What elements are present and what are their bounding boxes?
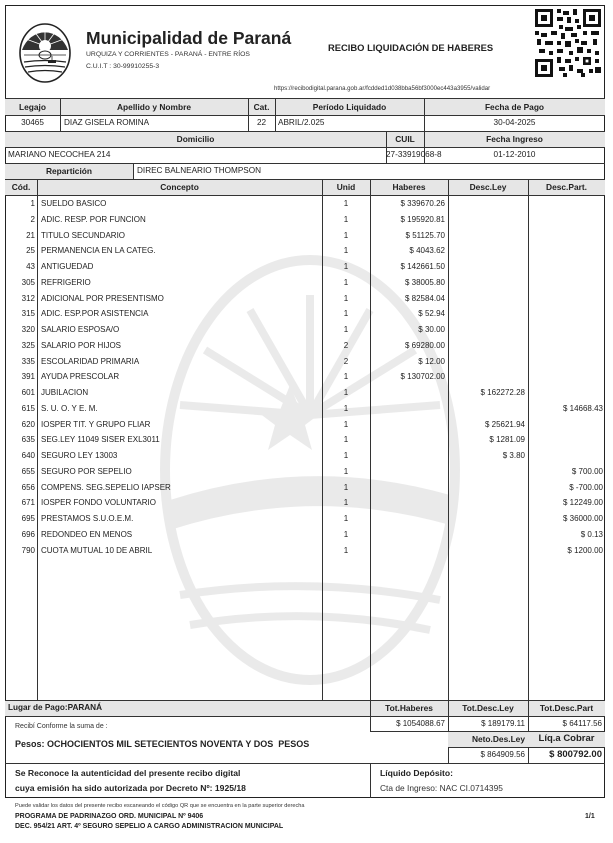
row-unid: 2: [343, 356, 349, 366]
row-concepto: SEGURO POR SEPELIO: [41, 466, 132, 476]
liq-value: $ 800792.00: [549, 749, 602, 760]
row-unid: 1: [343, 293, 349, 303]
row-concepto: TITULO SECUNDARIO: [41, 230, 126, 240]
row-concepto: REDONDEO EN MENOS: [41, 529, 133, 539]
fecha-ingreso-label: Fecha Ingreso: [486, 134, 543, 144]
row-concepto: SUELDO BASICO: [41, 199, 107, 208]
cat-label: Cat.: [253, 102, 270, 112]
validation-note: Puede validar los datos del presente recibo escaneando el código QR que se encuentra en la parte superior derecha: [15, 803, 305, 809]
row-unid: 1: [343, 451, 349, 460]
row-code: 696: [21, 529, 35, 539]
row-concepto: IOSPER FONDO VOLUNTARIO: [41, 498, 156, 508]
tot-desc-part-label: Tot.Desc.Part: [539, 703, 594, 713]
periodo-label: Período Liquidado: [312, 102, 387, 112]
row-unid: 1: [343, 466, 349, 476]
cat-value: 22: [256, 118, 267, 127]
row-concepto: SALARIO ESPOSA/O: [41, 325, 120, 334]
recibi-label: Recibí Conforme la suma de :: [15, 723, 108, 730]
row-haberes: $ 142661.50: [400, 262, 445, 271]
cuil-label: CUIL: [395, 134, 415, 144]
col-haberes: Haberes: [392, 182, 426, 192]
row-code: 335: [21, 356, 35, 366]
row-haberes: $ 52.94: [418, 309, 445, 319]
col-cod: Cód.: [11, 182, 31, 192]
lugar-de-pago: Lugar de Pago:PARANÁ: [8, 703, 103, 712]
row-desc-part: $ 0.13: [580, 529, 603, 539]
row-concepto: ADIC. ESP.POR ASISTENCIA: [41, 309, 149, 319]
row-unid: 1: [343, 246, 349, 256]
row-code: 320: [21, 325, 35, 334]
row-unid: 1: [343, 325, 349, 334]
municipal-seal-icon: [18, 22, 72, 84]
fecha-pago-value: 30-04-2025: [493, 118, 536, 127]
row-code: 21: [26, 230, 35, 240]
row-unid: 1: [343, 372, 349, 382]
row-unid: 1: [343, 498, 349, 508]
row-haberes: $ 339670.26: [400, 199, 445, 208]
row-desc-ley: $ 1281.09: [489, 435, 525, 445]
auth-line-2: cuya emisión ha sido autorizada por Decreto Nº: 1925/18: [15, 783, 246, 793]
row-desc-part: $ 36000.00: [562, 514, 603, 523]
row-unid: 1: [343, 419, 349, 429]
row-concepto: ESCOLARIDAD PRIMARIA: [41, 356, 140, 366]
row-concepto: IOSPER TIT. Y GRUPO FLIAR: [41, 419, 151, 429]
row-unid: 1: [343, 214, 349, 224]
row-concepto: SALARIO POR HIJOS: [41, 340, 122, 350]
row-unid: 1: [343, 403, 349, 413]
org-name: Municipalidad de Paraná: [86, 28, 292, 48]
decreto-seguro: DEC. 954/21 ART. 4º SEGURO SEPELIO A CARGO ADMINISTRACION MUNICIPAL: [15, 823, 284, 830]
row-unid: 1: [343, 277, 349, 287]
row-desc-ley: $ 3.80: [502, 451, 525, 460]
page-number: 1/1: [585, 813, 595, 820]
row-haberes: $ 195920.81: [400, 214, 445, 224]
row-haberes: $ 82584.04: [404, 293, 445, 303]
nombre-label: Apellido y Nombre: [117, 102, 191, 112]
row-code: 601: [21, 388, 35, 397]
tot-desc-ley-label: Tot.Desc.Ley: [462, 703, 514, 713]
row-code: 655: [21, 466, 35, 476]
col-unid: Unid: [336, 182, 356, 192]
amount-in-words: Pesos: OCHOCIENTOS MIL SETECIENTOS NOVENTA Y DOS PESOS: [15, 739, 310, 749]
row-unid: 1: [343, 262, 349, 271]
row-code: 1: [30, 199, 35, 208]
row-desc-part: $ 14668.43: [562, 403, 603, 413]
programa-padrinazgo: PROGRAMA DE PADRINAZGO ORD. MUNICIPAL Nº 9406: [15, 813, 204, 820]
legajo-value: 30465: [21, 118, 44, 127]
row-unid: 1: [343, 199, 349, 208]
row-concepto: SEGURO LEY 13003: [41, 451, 118, 460]
row-unid: 1: [343, 230, 349, 240]
row-desc-part: $ 1200.00: [567, 545, 603, 555]
fecha-pago-label: Fecha de Pago: [484, 102, 545, 112]
tot-desc-ley-value: $ 189179.11: [481, 719, 525, 728]
row-code: 305: [21, 277, 35, 287]
row-haberes: $ 69280.00: [404, 340, 445, 350]
row-code: 656: [21, 482, 35, 492]
row-concepto: JUBILACION: [41, 388, 89, 397]
row-concepto: ADICIONAL POR PRESENTISMO: [41, 293, 164, 303]
row-unid: 1: [343, 482, 349, 492]
row-code: 391: [21, 372, 35, 382]
row-concepto: PRESTAMOS S.U.O.E.M.: [41, 514, 134, 523]
row-code: 695: [21, 514, 35, 523]
row-unid: 1: [343, 545, 349, 555]
row-code: 620: [21, 419, 35, 429]
row-unid: 1: [343, 435, 349, 445]
deposito-label: Líquido Depósito:: [380, 768, 454, 778]
row-code: 615: [21, 403, 35, 413]
reparticion-label: Repartición: [45, 166, 93, 176]
row-unid: 2: [343, 340, 349, 350]
reparticion-value: DIREC BALNEARIO THOMPSON: [137, 166, 262, 175]
col-desc-part: Desc.Part.: [546, 182, 587, 192]
row-code: 325: [21, 340, 35, 350]
fecha-ingreso-value: 01-12-2010: [493, 150, 536, 159]
row-code: 671: [21, 498, 35, 508]
row-haberes: $ 51125.70: [405, 230, 445, 240]
col-concepto: Concepto: [160, 182, 199, 192]
org-address: URQUIZA Y CORRIENTES - PARANÁ - ENTRE RÍOS: [86, 51, 250, 58]
periodo-value: ABRIL/2.025: [278, 118, 325, 127]
auth-line-1: Se Reconoce la autenticidad del presente recibo digital: [15, 768, 241, 778]
row-haberes: $ 4043.62: [409, 246, 445, 256]
row-desc-part: $ -700.00: [569, 482, 603, 492]
org-cuit: C.U.I.T : 30-99910255-3: [86, 63, 160, 70]
domicilio-value: MARIANO NECOCHEA 214: [8, 150, 111, 159]
row-desc-ley: $ 25621.94: [484, 419, 525, 429]
legajo-label: Legajo: [19, 102, 46, 112]
col-desc-ley: Desc.Ley: [469, 182, 507, 192]
row-concepto: ADIC. RESP. POR FUNCION: [41, 214, 146, 224]
row-code: 635: [21, 435, 35, 445]
neto-label: Neto.Des.Ley: [471, 734, 525, 744]
row-concepto: AYUDA PRESCOLAR: [41, 372, 120, 382]
row-haberes: $ 30.00: [418, 325, 445, 334]
row-desc-part: $ 700.00: [571, 466, 603, 476]
row-concepto: S. U. O. Y E. M.: [41, 403, 98, 413]
row-haberes: $ 12.00: [418, 356, 445, 366]
row-concepto: PERMANENCIA EN LA CATEG.: [41, 246, 156, 256]
nombre-value: DIAZ GISELA ROMINA: [64, 118, 150, 127]
row-desc-ley: $ 162272.28: [480, 388, 525, 397]
row-concepto: SEG.LEY 11049 SISER EXL3011: [41, 435, 160, 445]
row-desc-part: $ 12249.00: [562, 498, 603, 508]
qr-code-icon[interactable]: [535, 9, 601, 77]
row-concepto: COMPENS. SEG.SEPELIO IAPSER: [41, 482, 171, 492]
row-concepto: REFRIGERIO: [41, 277, 91, 287]
tot-desc-part-value: $ 64117.56: [562, 719, 602, 728]
row-code: 640: [21, 451, 35, 460]
row-code: 2: [30, 214, 35, 224]
row-code: 790: [21, 545, 35, 555]
domicilio-label: Domicilio: [176, 134, 215, 144]
row-concepto: CUOTA MUTUAL 10 DE ABRIL: [41, 545, 153, 555]
row-code: 312: [21, 293, 35, 303]
deposito-value: Cta de Ingreso: NAC CI.0714395: [380, 783, 503, 793]
row-haberes: $ 38005.80: [404, 277, 445, 287]
row-unid: 1: [343, 388, 349, 397]
neto-value: $ 864909.56: [480, 750, 525, 759]
cuil-value: 27-33919068-8: [386, 150, 442, 159]
row-unid: 1: [343, 309, 349, 319]
liq-label: Líq.a Cobrar: [538, 733, 595, 744]
row-unid: 1: [343, 514, 349, 523]
row-code: 25: [26, 246, 35, 256]
row-unid: 1: [343, 529, 349, 539]
row-code: 315: [21, 309, 35, 319]
tot-haberes-value: $ 1054088.67: [396, 719, 445, 728]
row-concepto: ANTIGUEDAD: [41, 262, 94, 271]
tot-haberes-label: Tot.Haberes: [385, 703, 433, 713]
validation-url[interactable]: https://recibodigital.parana.gob.ar/fcdded1d038bba56bf3000ec443a3955/validar: [274, 85, 491, 92]
row-code: 43: [26, 262, 35, 271]
document-title: RECIBO LIQUIDACIÓN DE HABERES: [328, 42, 494, 53]
row-haberes: $ 130702.00: [400, 372, 445, 382]
